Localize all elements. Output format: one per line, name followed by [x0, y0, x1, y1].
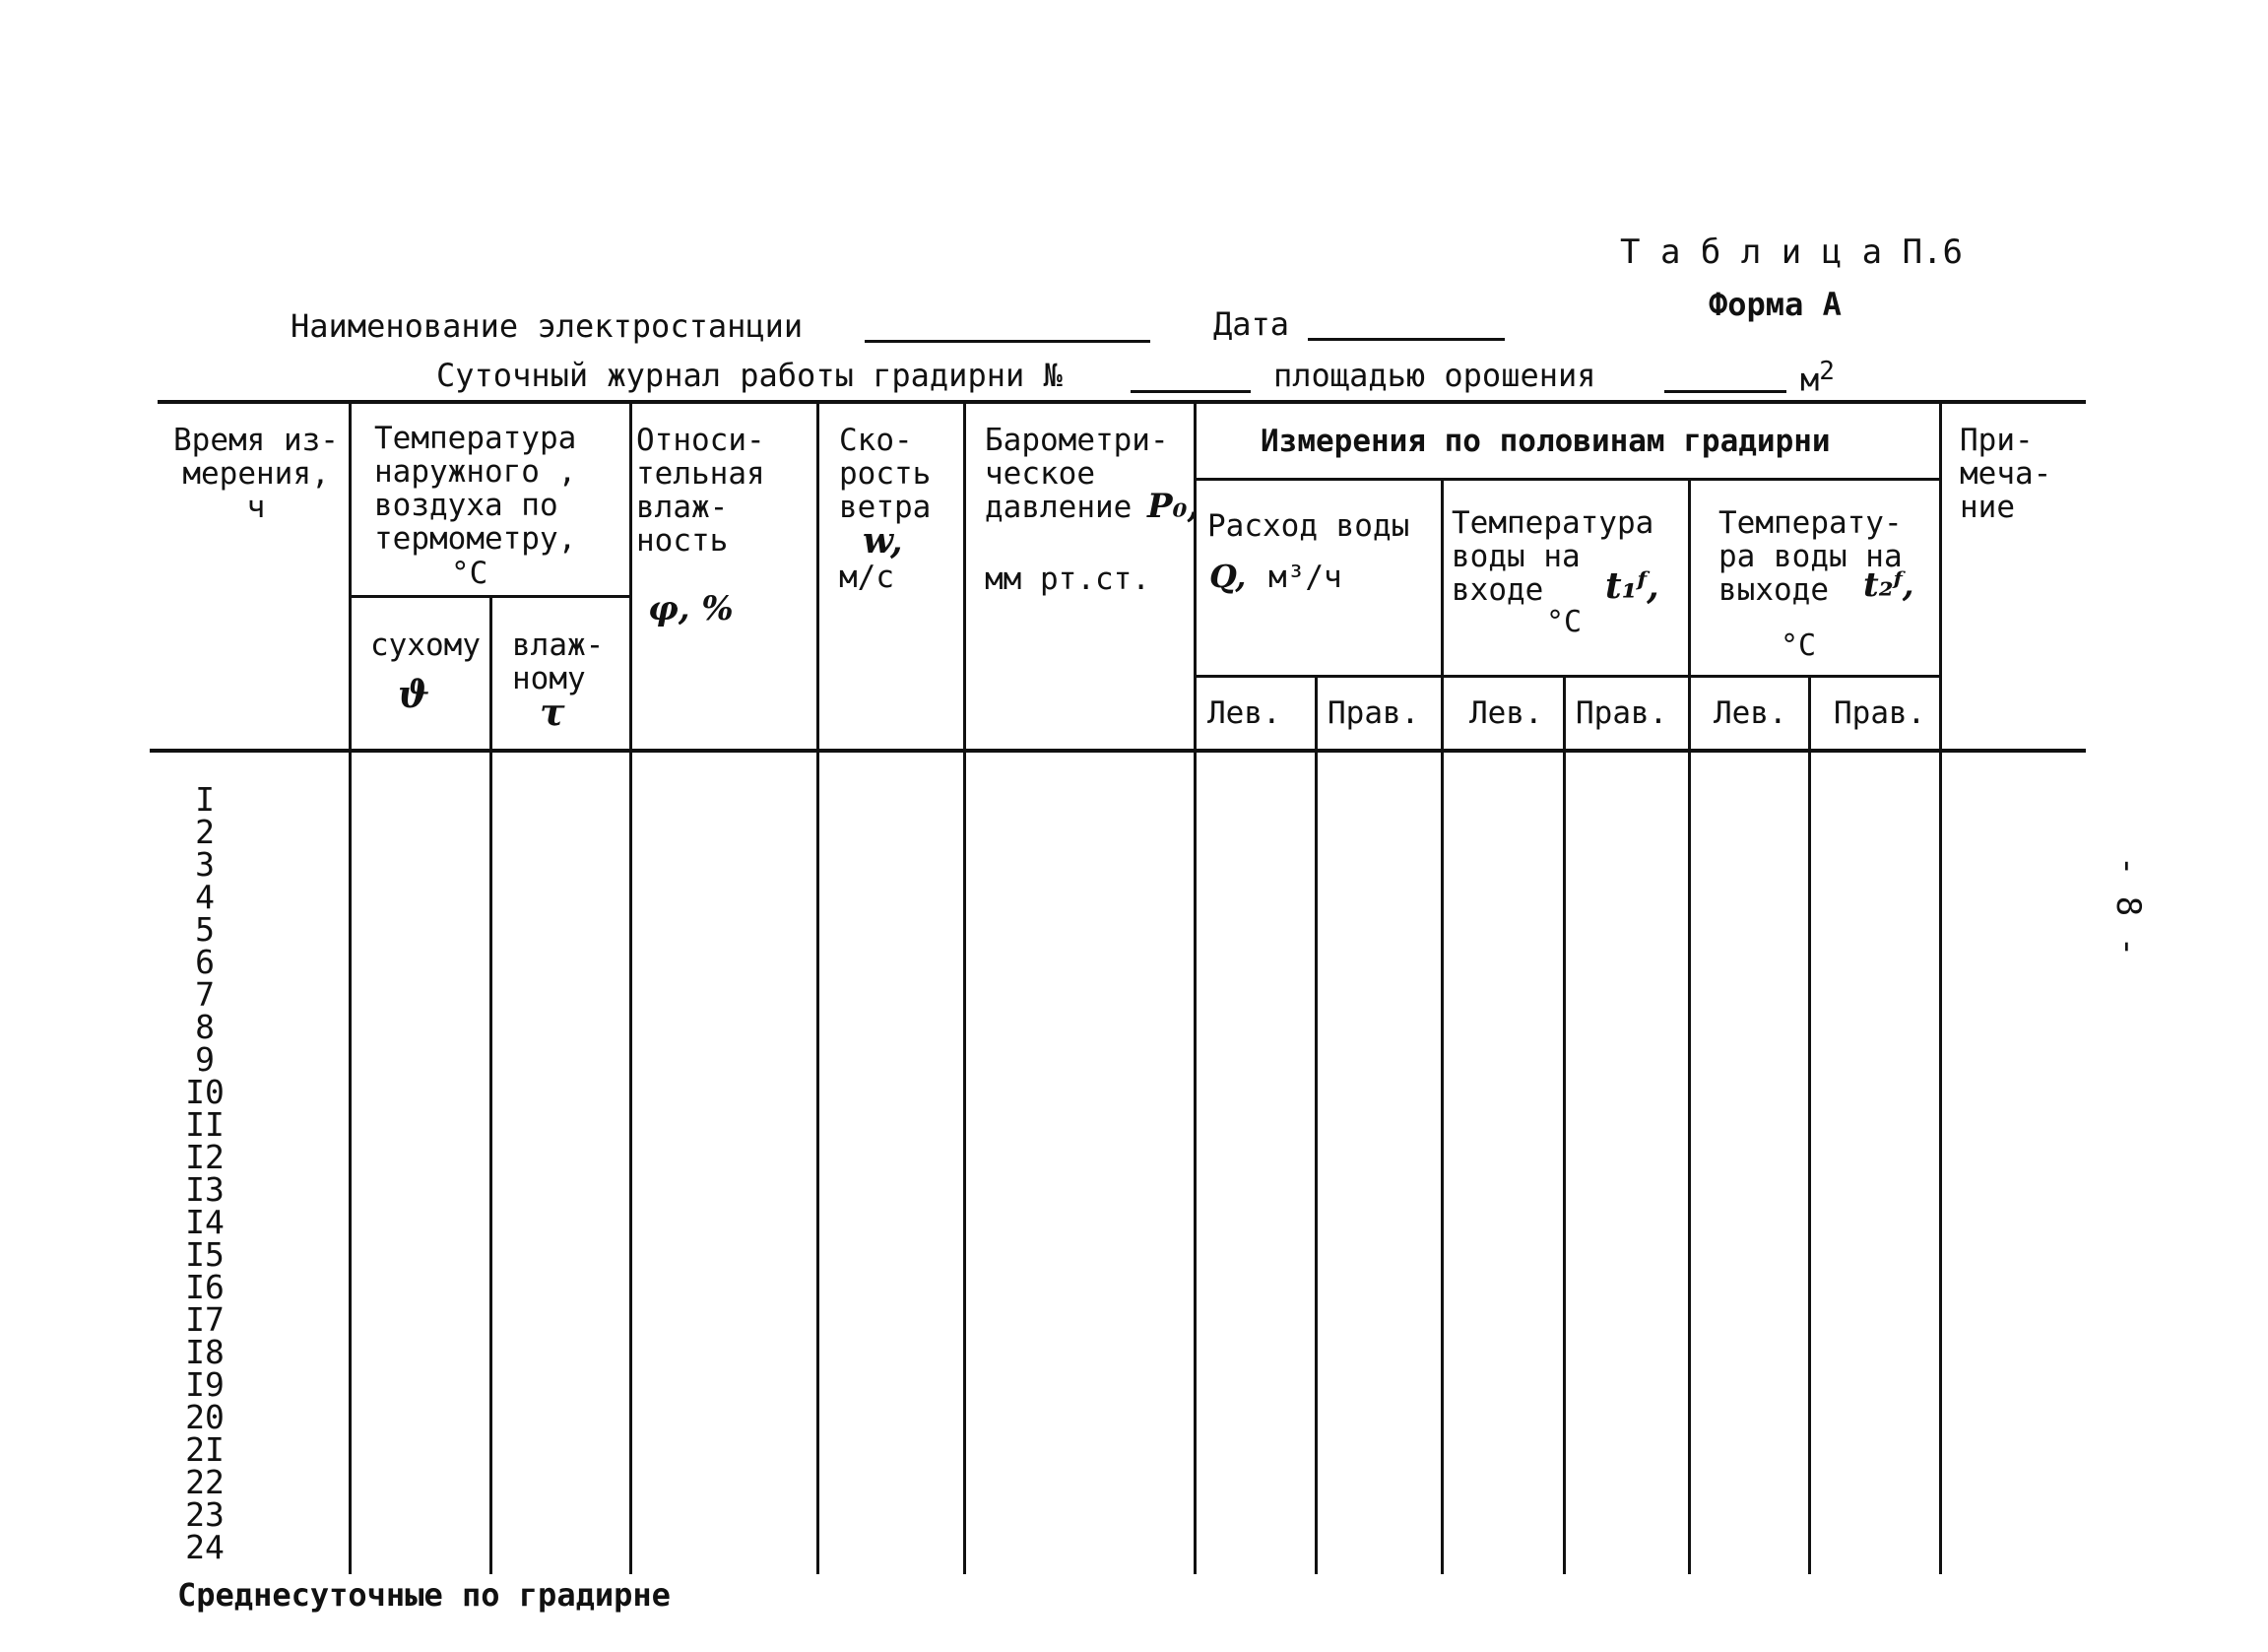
header-inlet-temp-unit: °С — [1546, 605, 1583, 639]
journal-number-blank — [1131, 390, 1251, 393]
row-number: I6 — [185, 1268, 225, 1306]
header-wind: Ско- рость ветра — [839, 423, 932, 525]
row-number: 6 — [195, 943, 215, 981]
header-flow: Расход воды — [1207, 508, 1410, 544]
header-outlet-temp-symbol: t₂ᶠ, — [1863, 565, 1914, 605]
header-pressure-symbol: P₀, — [1147, 487, 1199, 526]
row-number: I0 — [185, 1073, 225, 1111]
header-wind-symbol: w, — [863, 520, 903, 562]
row-number: I9 — [185, 1365, 225, 1404]
header-note: При- меча- ние — [1960, 423, 2052, 525]
col-rule-10 — [1688, 479, 1691, 1574]
lr-sub-rule — [1197, 675, 1942, 678]
header-wind-unit: м/с — [839, 560, 894, 595]
col-rule-6 — [1194, 402, 1197, 1574]
header-outlet-temp-unit: °С — [1781, 628, 1817, 663]
header-time: Время из- мерения, ч — [173, 423, 339, 525]
header-halves: Измерения по половинам градирни — [1261, 424, 1831, 459]
date-blank — [1308, 338, 1505, 341]
header-inlet-left: Лев. — [1469, 695, 1543, 731]
row-number: I3 — [185, 1170, 225, 1209]
col-rule-9 — [1563, 676, 1566, 1574]
col-rule-7 — [1315, 676, 1318, 1574]
header-flow-left: Лев. — [1207, 695, 1281, 731]
row-number: 5 — [195, 910, 215, 949]
header-flow-symbol: Q, — [1209, 558, 1247, 595]
row-number: I7 — [185, 1300, 225, 1339]
area-label: площадью орошения — [1273, 357, 1596, 394]
header-dry: сухому — [370, 628, 481, 663]
header-inlet-temp: Температура воды на входе — [1452, 505, 1654, 608]
form-label: Форма А — [1709, 286, 1842, 323]
header-outlet-left: Лев. — [1714, 695, 1787, 731]
area-unit-sup: 2 — [1819, 357, 1835, 386]
row-number: 2 — [195, 813, 215, 851]
col-rule-8 — [1441, 479, 1444, 1574]
row-number: 23 — [185, 1495, 225, 1534]
table-top-rule — [158, 400, 2086, 404]
header-flow-unit: м³/ч — [1268, 560, 1342, 595]
col-rule-12 — [1939, 402, 1942, 1574]
col-rule-11 — [1808, 676, 1811, 1574]
halves-sub-rule — [1197, 478, 1942, 481]
row-number: I8 — [185, 1333, 225, 1371]
header-inlet-right: Прав. — [1576, 695, 1668, 731]
row-number: 22 — [185, 1463, 225, 1501]
header-outlet-right: Прав. — [1834, 695, 1926, 731]
date-label: Дата — [1213, 305, 1290, 343]
header-flow-right: Прав. — [1328, 695, 1420, 731]
col-rule-5 — [963, 402, 966, 1574]
header-humidity-symbol: φ, % — [648, 589, 734, 628]
header-air-temperature-unit: °С — [451, 556, 488, 591]
header-humidity: Относи- тельная влаж- ность — [636, 423, 765, 559]
row-number: I4 — [185, 1203, 225, 1241]
col-rule-3 — [629, 402, 632, 1574]
header-wet-symbol: τ — [540, 690, 565, 734]
col-rule-4 — [816, 402, 819, 1574]
header-dry-symbol: ϑ — [398, 672, 430, 716]
row-number: 3 — [195, 845, 215, 884]
row-number: 20 — [185, 1398, 225, 1436]
area-unit — [1800, 357, 1835, 399]
row-number: 24 — [185, 1528, 225, 1566]
plant-label: Наименование электростанции — [291, 307, 804, 345]
col-rule-2 — [489, 595, 492, 1574]
page-number: - 8 - — [2108, 855, 2149, 958]
header-inlet-temp-symbol: t₁ᶠ, — [1605, 565, 1659, 607]
col-rule-1 — [349, 402, 352, 1574]
row-number: II — [185, 1105, 225, 1144]
header-wet: влаж- ному — [512, 628, 605, 696]
area-blank — [1664, 390, 1786, 393]
row-number: 9 — [195, 1040, 215, 1079]
header-bottom-rule — [150, 749, 2086, 753]
table-label: Т а б л и ц а П.6 — [1620, 232, 1963, 272]
row-number: 4 — [195, 878, 215, 916]
header-air-temperature: Температура наружного , воздуха по термометру, — [374, 421, 577, 557]
footer-daily-average: Среднесуточные по градирне — [177, 1576, 671, 1614]
area-unit-text: м — [1800, 361, 1820, 399]
plant-blank — [865, 340, 1150, 343]
header-pressure: Барометри- ческое давление — [985, 423, 1169, 525]
header-pressure-unit: мм рт.ст. — [985, 562, 1150, 597]
row-number: I2 — [185, 1138, 225, 1176]
header-outlet-temp: Температу- ра воды на выходе — [1718, 505, 1903, 608]
row-number: 7 — [195, 975, 215, 1014]
journal-label: Суточный журнал работы градирни № — [436, 357, 1063, 394]
row-number: I — [195, 780, 215, 819]
row-number: 2I — [185, 1430, 225, 1469]
row-number: 8 — [195, 1008, 215, 1046]
row-number: I5 — [185, 1235, 225, 1274]
